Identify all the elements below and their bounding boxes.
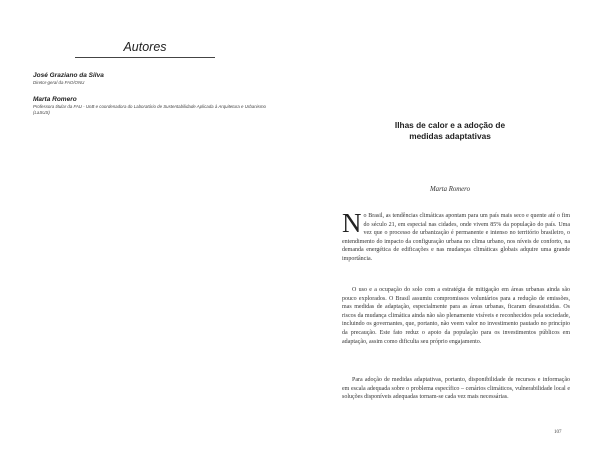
body-paragraph: O uso e a ocupação do solo com a estratégia de mitigação em áreas urbanas ainda são pouco explorados. O Brasil assumiu compromissos voluntários para a redução de emissões, mas medidas de adaptação, especialmente para as áreas urbanas, ficaram desassistidas. Os riscos da mudança climática ainda não são plenamente visíveis e reconhecidos pela sociedade, incluindo os governantes, que, portanto, não veem valor no investimento pautado no princípio da precaução. Este fato reduz o apoio da população para os investimentos públicos em adaptação, assim como dificulta seu próprio engajamento.: [342, 287, 570, 345]
article-byline: Marta Romero: [430, 186, 470, 193]
page-number: 107: [554, 430, 562, 435]
author-name: José Graziano da Silva: [33, 72, 104, 79]
author-role: Professora titular da FAU - UnB e coordenadora do Laboratório de Sustentabilidade Aplicada à Arquitetura e Urbanismo (LaSUS): [33, 104, 266, 115]
drop-cap: N: [342, 208, 362, 238]
body-paragraph: [342, 208, 570, 264]
author-entry: [33, 72, 273, 86]
article-title: Ilhas de calor e a adoção de medidas adaptativas: [394, 120, 506, 141]
author-name: Marta Romero: [33, 96, 77, 103]
paragraph-text: o Brasil, as tendências climáticas apontam para um país mais seco e quente até o fim do século 21, em especial nas cidades, onde vivem 85% da população do país. Uma vez que o processo de urbanização é permanente e intenso no território brasileiro, o entendimento do impacto da configuração urbana no clima urbano, nos níveis de conforto, na demanda energética de edificações e nas mudanças climáticas globais adquire uma grande importância.: [342, 213, 570, 262]
author-entry: [33, 96, 273, 116]
body-paragraph: Para adoção de medidas adaptativas, portanto, disponibilidade de recursos e informação em escala adequada sobre o problema específico – cenários climáticos, vulnerabilidade local e soluções disponíveis adequadas tornam-se cada vez mais necessárias.: [342, 377, 570, 401]
author-role: Diretor-geral da FAO/ONU: [33, 80, 85, 85]
autores-heading: Autores: [123, 40, 167, 54]
autores-rule: [75, 57, 215, 58]
